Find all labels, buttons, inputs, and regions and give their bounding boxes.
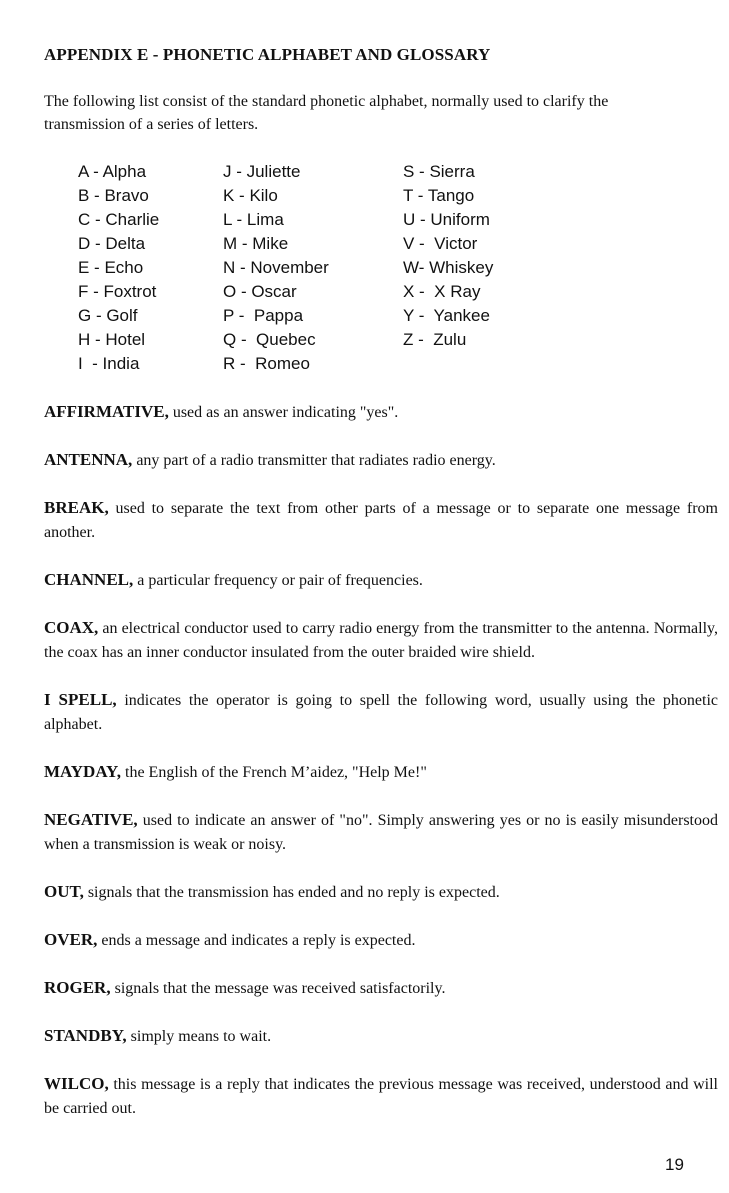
phonetic-item: Z - Zulu (403, 330, 467, 349)
intro-paragraph: The following list consist of the standard phonetic alphabet, normally used to clarify the transmission of a series of letters. (44, 93, 609, 133)
glossary-definition: a particular frequency or pair of frequencies. (133, 572, 423, 589)
phonetic-item: E - Echo (78, 258, 144, 277)
phonetic-item: D - Delta (78, 234, 146, 253)
phonetic-item: S - Sierra (403, 162, 475, 181)
phonetic-item: P - Pappa (223, 306, 304, 325)
glossary-entry-channel (44, 568, 718, 593)
phonetic-item: X - X Ray (403, 282, 481, 301)
glossary-entry-out (44, 880, 718, 905)
glossary-definition: an electrical conductor used to carry radio energy from the transmitter to the antenna. Normally, the coax has an inner conductor insulated from the outer braided wire shield. (44, 620, 718, 661)
glossary-term: CHANNEL, (44, 570, 134, 589)
glossary-definition: used to separate the text from other parts of a message or to separate one message from another. (44, 500, 718, 541)
phonetic-item: J - Juliette (223, 162, 301, 181)
glossary-term: ROGER, (44, 978, 111, 997)
glossary-definition: indicates the operator is going to spell the following word, usually using the phonetic alphabet. (44, 692, 718, 733)
glossary-term: NEGATIVE, (44, 810, 138, 829)
glossary-entry-over (44, 928, 718, 953)
glossary-term: BREAK, (44, 498, 109, 517)
glossary-entry-antenna (44, 448, 718, 473)
glossary-definition: the English of the French M’aidez, "Help Me!" (121, 764, 427, 781)
glossary-entry-affirmative (44, 400, 718, 425)
glossary-term: ANTENNA, (44, 450, 133, 469)
glossary-term: COAX, (44, 618, 99, 637)
phonetic-item: H - Hotel (78, 330, 146, 349)
glossary-entry-negative (44, 808, 718, 857)
glossary-term: AFFIRMATIVE, (44, 402, 169, 421)
phonetic-item: A - Alpha (78, 162, 147, 181)
glossary-term: OVER, (44, 930, 98, 949)
glossary-definition: any part of a radio transmitter that radiates radio energy. (132, 452, 496, 469)
glossary-definition: used as an answer indicating "yes". (168, 404, 399, 421)
glossary-term: STANDBY, (44, 1026, 127, 1045)
phonetic-item: T - Tango (403, 186, 475, 205)
phonetic-column-3 (403, 160, 493, 352)
phonetic-item: B - Bravo (78, 186, 149, 205)
phonetic-column-2 (223, 160, 329, 376)
phonetic-item: C - Charlie (78, 210, 160, 229)
glossary-definition: signals that the transmission has ended and no reply is expected. (83, 884, 500, 901)
glossary-entry-wilco (44, 1072, 718, 1121)
glossary-term: WILCO, (44, 1074, 109, 1093)
phonetic-item: F - Foxtrot (78, 282, 157, 301)
phonetic-item: G - Golf (78, 306, 138, 325)
glossary-term: OUT, (44, 882, 84, 901)
phonetic-item: R - Romeo (223, 354, 310, 373)
glossary-term: MAYDAY, (44, 762, 121, 781)
phonetic-item: L - Lima (223, 210, 284, 229)
phonetic-item: I - India (78, 354, 140, 373)
glossary-definition: signals that the message was received satisfactorily. (110, 980, 446, 997)
page-title: APPENDIX E - PHONETIC ALPHABET AND GLOSSARY (44, 45, 491, 64)
page-number: 19 (665, 1155, 684, 1174)
glossary-entry-i-spell (44, 688, 718, 737)
glossary-list (44, 400, 718, 1144)
glossary-entry-break (44, 496, 718, 545)
phonetic-item: W- Whiskey (403, 258, 494, 277)
phonetic-item: N - November (223, 258, 329, 277)
phonetic-item: V - Victor (403, 234, 478, 253)
glossary-definition: simply means to wait. (126, 1028, 272, 1045)
glossary-term: I SPELL, (44, 690, 117, 709)
phonetic-item: K - Kilo (223, 186, 278, 205)
phonetic-item: O - Oscar (223, 282, 297, 301)
phonetic-item: Y - Yankee (403, 306, 490, 325)
glossary-entry-roger (44, 976, 718, 1001)
glossary-entry-coax (44, 616, 718, 665)
glossary-entry-standby (44, 1024, 718, 1049)
glossary-definition: used to indicate an answer of "no". Simply answering yes or no is easily misunderstood when a transmission is weak or noisy. (44, 812, 718, 853)
phonetic-column-1 (78, 160, 159, 376)
glossary-entry-mayday (44, 760, 718, 785)
glossary-definition: this message is a reply that indicates the previous message was received, understood and will be carried out. (44, 1076, 718, 1117)
glossary-definition: ends a message and indicates a reply is expected. (97, 932, 416, 949)
phonetic-item: Q - Quebec (223, 330, 316, 349)
phonetic-item: M - Mike (223, 234, 289, 253)
phonetic-item: U - Uniform (403, 210, 490, 229)
